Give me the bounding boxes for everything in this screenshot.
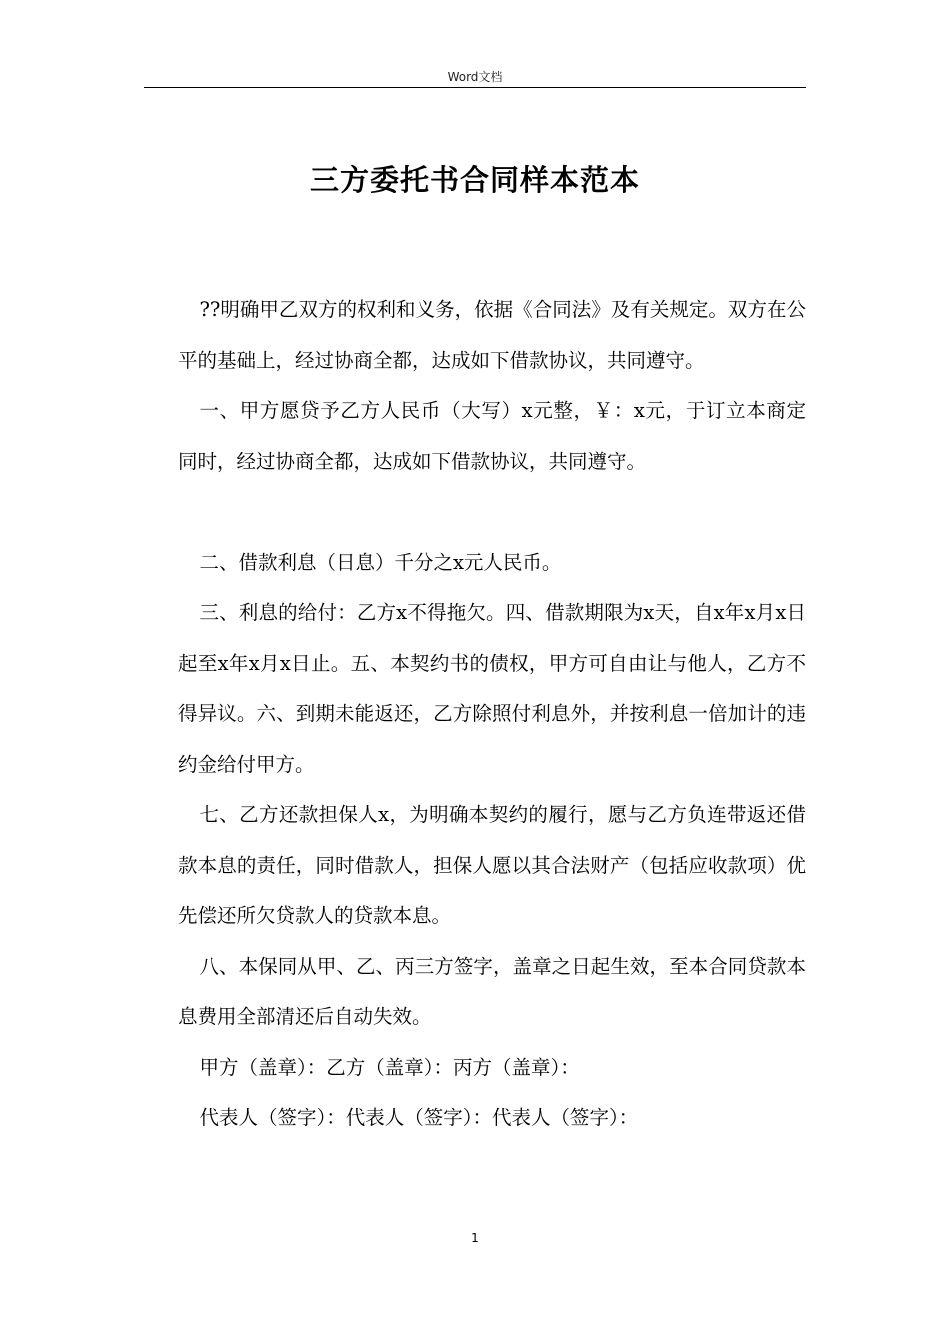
document-body xyxy=(178,285,806,1144)
header-divider xyxy=(144,87,806,88)
paragraph-clause-1: 一、甲方愿贷予乙方人民币（大写）x元整，￥：x元，于订立本商定同时，经过协商全都，达成如下借款协议，共同遵守。 xyxy=(178,399,806,473)
paragraph-intro: ??明确甲乙双方的权利和义务，依据《合同法》及有关规定。双方在公平的基础上，经过协商全都，达成如下借款协议，共同遵守。 xyxy=(178,298,806,372)
paragraph-clause-8: 八、本保同从甲、乙、丙三方签字，盖章之日起生效，至本合同贷款本息费用全部清还后自动失效。 xyxy=(178,954,806,1028)
paragraph-clause-7: 七、乙方还款担保人x，为明确本契约的履行，愿与乙方负连带返还借款本息的责任，同时借款人，担保人愿以其合法财产（包括应收款项）优先偿还所欠贷款人的贷款本息。 xyxy=(178,803,806,927)
signature-representative-line: 代表人（签字）：代表人（签字）：代表人（签字）： xyxy=(199,1106,639,1129)
signature-seal-line: 甲方（盖章）：乙方（盖章）：丙方（盖章）： xyxy=(199,1055,580,1079)
paragraph-spacer xyxy=(178,487,806,538)
paragraph-clause-3-6: 三、利息的给付：乙方x不得拖欠。四、借款期限为x天，自x年x月x日起至x年x月x日止。五、本契约书的债权，甲方可自由让与他人，乙方不得异议。六、到期未能返还，乙方除照付利息外，并按利息一倍加计的违约金给付甲方。 xyxy=(178,601,806,776)
page-header-label: Word文档 xyxy=(447,70,503,84)
page-number: 1 xyxy=(471,1231,479,1245)
paragraph-clause-2: 二、借款利息（日息）千分之x元人民币。 xyxy=(199,550,562,574)
document-title: 三方委托书合同样本范本 xyxy=(309,163,640,197)
